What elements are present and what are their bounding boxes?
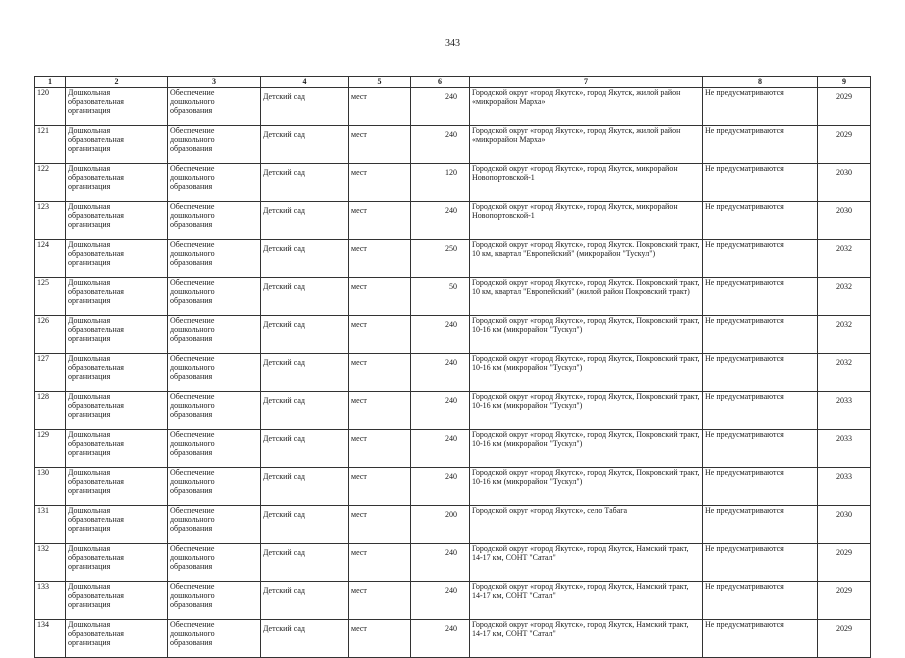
cell-capacity: 50 [411,278,470,316]
cell-year: 2033 [818,430,871,468]
cell-location: Городской округ «город Якутск», город Якутск, Намский тракт, 14-17 км, СОНТ "Сатал" [470,620,703,658]
column-header: 3 [168,77,261,88]
cell-unit: мест [349,164,411,202]
cell-organization: Дошкольная образовательная организация [66,164,168,202]
cell-capacity: 240 [411,316,470,354]
cell-unit: мест [349,468,411,506]
cell-year: 2029 [818,582,871,620]
cell-capacity: 240 [411,620,470,658]
cell-zones: Не предусматриваются [703,278,818,316]
cell-unit: мест [349,316,411,354]
cell-row-number: 120 [35,88,66,126]
cell-organization: Дошкольная образовательная организация [66,316,168,354]
cell-zones: Не предусматриваются [703,164,818,202]
cell-year: 2030 [818,164,871,202]
cell-facility-type: Детский сад [261,582,349,620]
table-row [35,506,871,544]
cell-purpose: Обеспечение дошкольного образования [168,354,261,392]
cell-location: Городской округ «город Якутск», город Якутск, микрорайон Новопортовской-1 [470,202,703,240]
cell-row-number: 125 [35,278,66,316]
cell-organization: Дошкольная образовательная организация [66,620,168,658]
cell-organization: Дошкольная образовательная организация [66,88,168,126]
cell-unit: мест [349,240,411,278]
cell-organization: Дошкольная образовательная организация [66,468,168,506]
cell-row-number: 122 [35,164,66,202]
cell-facility-type: Детский сад [261,126,349,164]
column-header: 6 [411,77,470,88]
cell-year: 2032 [818,354,871,392]
cell-purpose: Обеспечение дошкольного образования [168,202,261,240]
column-header: 1 [35,77,66,88]
header-row [35,77,871,88]
cell-location: Городской округ «город Якутск», город Якутск. Покровский тракт, 10 км, квартал "Европейский" (жилой район Покровский тракт) [470,278,703,316]
cell-capacity: 240 [411,468,470,506]
cell-purpose: Обеспечение дошкольного образования [168,620,261,658]
cell-capacity: 240 [411,88,470,126]
cell-row-number: 126 [35,316,66,354]
cell-year: 2032 [818,240,871,278]
cell-organization: Дошкольная образовательная организация [66,544,168,582]
cell-facility-type: Детский сад [261,316,349,354]
cell-purpose: Обеспечение дошкольного образования [168,240,261,278]
cell-zones: Не предусматриваются [703,430,818,468]
cell-facility-type: Детский сад [261,506,349,544]
cell-facility-type: Детский сад [261,240,349,278]
column-header: 5 [349,77,411,88]
cell-zones: Не предусматриваются [703,240,818,278]
cell-capacity: 120 [411,164,470,202]
cell-zones: Не предусматриваются [703,316,818,354]
cell-organization: Дошкольная образовательная организация [66,582,168,620]
cell-year: 2029 [818,126,871,164]
cell-zones: Не предусматриваются [703,620,818,658]
cell-purpose: Обеспечение дошкольного образования [168,278,261,316]
cell-location: Городской округ «город Якутск», город Якутск, жилой район «микрорайон Марха» [470,126,703,164]
cell-unit: мест [349,620,411,658]
cell-organization: Дошкольная образовательная организация [66,126,168,164]
cell-unit: мест [349,392,411,430]
table-row [35,126,871,164]
cell-unit: мест [349,506,411,544]
cell-purpose: Обеспечение дошкольного образования [168,126,261,164]
cell-location: Городской округ «город Якутск», село Табага [470,506,703,544]
cell-facility-type: Детский сад [261,392,349,430]
cell-organization: Дошкольная образовательная организация [66,202,168,240]
table-row [35,620,871,658]
cell-zones: Не предусматриваются [703,506,818,544]
table-row [35,278,871,316]
cell-facility-type: Детский сад [261,278,349,316]
cell-row-number: 129 [35,430,66,468]
table-row [35,240,871,278]
cell-capacity: 240 [411,126,470,164]
cell-unit: мест [349,582,411,620]
cell-organization: Дошкольная образовательная организация [66,506,168,544]
cell-year: 2029 [818,88,871,126]
table-row [35,202,871,240]
cell-capacity: 240 [411,544,470,582]
cell-capacity: 250 [411,240,470,278]
cell-organization: Дошкольная образовательная организация [66,392,168,430]
cell-year: 2033 [818,392,871,430]
cell-organization: Дошкольная образовательная организация [66,278,168,316]
cell-year: 2029 [818,544,871,582]
cell-facility-type: Детский сад [261,164,349,202]
column-header: 9 [818,77,871,88]
cell-purpose: Обеспечение дошкольного образования [168,392,261,430]
cell-organization: Дошкольная образовательная организация [66,240,168,278]
cell-row-number: 131 [35,506,66,544]
cell-unit: мест [349,278,411,316]
cell-organization: Дошкольная образовательная организация [66,354,168,392]
facilities-table [34,76,871,658]
table-row [35,88,871,126]
page-number: 343 [445,38,460,49]
cell-year: 2030 [818,202,871,240]
cell-capacity: 240 [411,202,470,240]
cell-purpose: Обеспечение дошкольного образования [168,544,261,582]
cell-unit: мест [349,126,411,164]
cell-row-number: 133 [35,582,66,620]
cell-row-number: 132 [35,544,66,582]
cell-location: Городской округ «город Якутск», город Якутск, Покровский тракт, 10-16 км (микрорайон "Тускул") [470,316,703,354]
cell-facility-type: Детский сад [261,544,349,582]
table-row [35,582,871,620]
cell-organization: Дошкольная образовательная организация [66,430,168,468]
table-row [35,164,871,202]
cell-zones: Не предусматриваются [703,88,818,126]
cell-zones: Не предусматриваются [703,202,818,240]
cell-unit: мест [349,202,411,240]
column-header: 4 [261,77,349,88]
cell-location: Городской округ «город Якутск», город Якутск, Покровский тракт, 10-16 км (микрорайон "Тускул") [470,468,703,506]
cell-purpose: Обеспечение дошкольного образования [168,468,261,506]
cell-capacity: 240 [411,392,470,430]
cell-capacity: 240 [411,582,470,620]
cell-location: Городской округ «город Якутск», город Якутск, микрорайон Новопортовской-1 [470,164,703,202]
cell-row-number: 124 [35,240,66,278]
cell-purpose: Обеспечение дошкольного образования [168,506,261,544]
cell-year: 2033 [818,468,871,506]
cell-zones: Не предусматриваются [703,544,818,582]
cell-row-number: 127 [35,354,66,392]
cell-zones: Не предусматриваются [703,392,818,430]
cell-purpose: Обеспечение дошкольного образования [168,164,261,202]
cell-row-number: 121 [35,126,66,164]
cell-location: Городской округ «город Якутск», город Якутск, Намский тракт, 14-17 км, СОНТ "Сатал" [470,582,703,620]
cell-zones: Не предусматриваются [703,126,818,164]
cell-zones: Не предусматриваются [703,582,818,620]
cell-year: 2032 [818,316,871,354]
cell-zones: Не предусматриваются [703,354,818,392]
cell-facility-type: Детский сад [261,354,349,392]
cell-facility-type: Детский сад [261,88,349,126]
cell-purpose: Обеспечение дошкольного образования [168,316,261,354]
table-row [35,354,871,392]
column-header: 7 [470,77,703,88]
cell-location: Городской округ «город Якутск», город Якутск, Намский тракт, 14-17 км, СОНТ "Сатал" [470,544,703,582]
cell-location: Городской округ «город Якутск», город Якутск, жилой район «микрорайон Марха» [470,88,703,126]
cell-purpose: Обеспечение дошкольного образования [168,582,261,620]
cell-year: 2029 [818,620,871,658]
cell-facility-type: Детский сад [261,202,349,240]
cell-location: Городской округ «город Якутск», город Якутск. Покровский тракт, 10 км, квартал "Европейский" (микрорайон "Тускул") [470,240,703,278]
cell-purpose: Обеспечение дошкольного образования [168,88,261,126]
cell-row-number: 134 [35,620,66,658]
cell-year: 2032 [818,278,871,316]
table-row [35,430,871,468]
cell-capacity: 240 [411,354,470,392]
cell-facility-type: Детский сад [261,468,349,506]
cell-capacity: 200 [411,506,470,544]
cell-row-number: 128 [35,392,66,430]
table-row [35,392,871,430]
cell-row-number: 123 [35,202,66,240]
cell-location: Городской округ «город Якутск», город Якутск, Покровский тракт, 10-16 км (микрорайон "Тускул") [470,354,703,392]
cell-purpose: Обеспечение дошкольного образования [168,430,261,468]
column-header: 8 [703,77,818,88]
cell-location: Городской округ «город Якутск», город Якутск, Покровский тракт, 10-16 км (микрорайон "Тускул") [470,430,703,468]
cell-unit: мест [349,430,411,468]
column-header: 2 [66,77,168,88]
cell-facility-type: Детский сад [261,620,349,658]
cell-unit: мест [349,88,411,126]
cell-location: Городской округ «город Якутск», город Якутск, Покровский тракт, 10-16 км (микрорайон "Тускул") [470,392,703,430]
cell-unit: мест [349,544,411,582]
table-row [35,316,871,354]
cell-capacity: 240 [411,430,470,468]
cell-unit: мест [349,354,411,392]
cell-zones: Не предусматриваются [703,468,818,506]
cell-facility-type: Детский сад [261,430,349,468]
table-row [35,468,871,506]
cell-row-number: 130 [35,468,66,506]
table-row [35,544,871,582]
cell-year: 2030 [818,506,871,544]
